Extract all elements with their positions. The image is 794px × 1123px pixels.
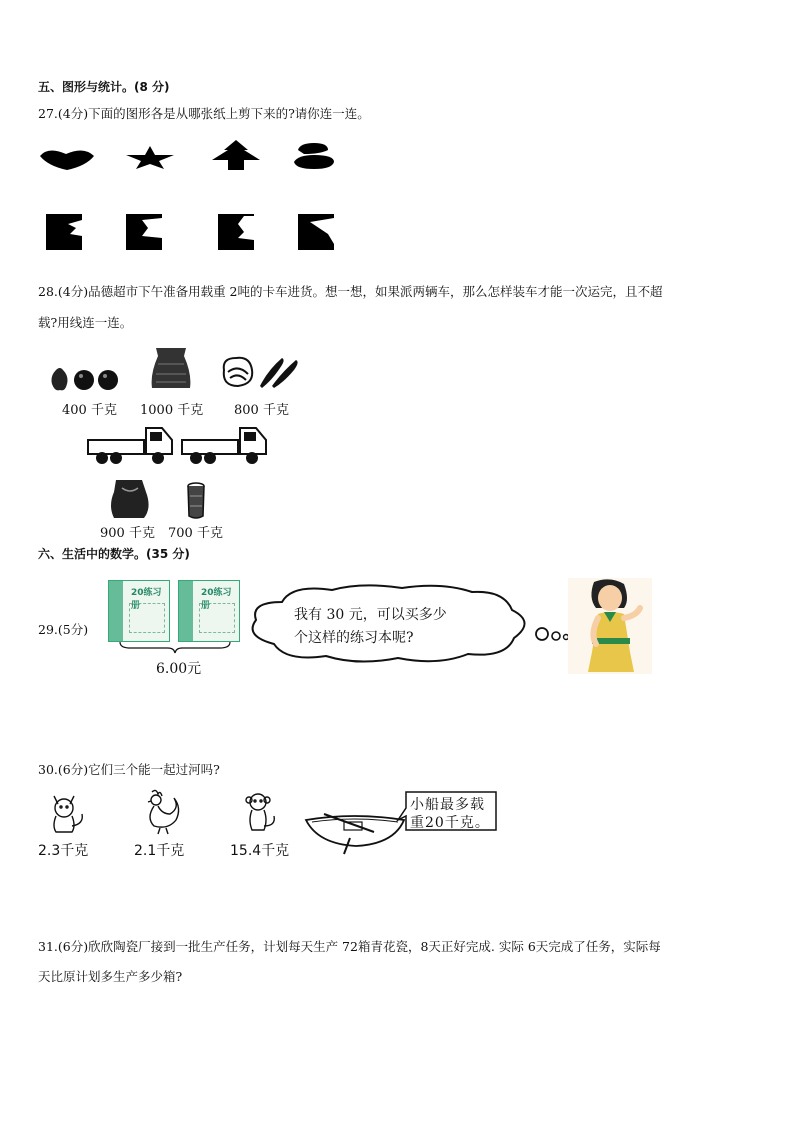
- section-six-heading: 六、生活中的数学。(35 分): [38, 547, 190, 561]
- weight-label-rooster: 2.1千克: [134, 843, 185, 859]
- workbook-title: 20练习册: [131, 588, 162, 611]
- cut-paper-icon: [298, 214, 336, 250]
- bucket-icon: [186, 482, 206, 520]
- question-28-line-2: 载?用线连一连。: [38, 315, 133, 330]
- cut-paper-icon: [46, 214, 84, 250]
- weight-label-monkey: 15.4千克: [230, 843, 290, 859]
- weight-label-sack: 1000 千克: [140, 403, 204, 418]
- cut-paper-icon: [218, 214, 256, 250]
- monkey-icon: [240, 790, 280, 836]
- section-five-heading: 五、图形与统计。(8 分): [38, 80, 170, 94]
- vegetables-icon: [220, 352, 302, 392]
- cat-icon: [44, 790, 88, 836]
- truck-icon: [180, 424, 270, 466]
- star-shape-icon: [124, 144, 178, 170]
- weight-label-vegetables: 800 千克: [234, 403, 289, 418]
- arrow-shape-icon: [208, 140, 264, 172]
- boat-icon: [304, 808, 408, 856]
- weight-label-cat: 2.3千克: [38, 843, 89, 859]
- fruit-icon: [48, 360, 120, 394]
- boat-capacity-line-1: 小船最多载: [410, 797, 485, 813]
- rooster-icon: [140, 788, 186, 836]
- boat-capacity-line-2: 重20千克。: [410, 815, 490, 831]
- question-28-line-1: 28.(4分)品德超市下午准备用载重 2吨的卡车进货。想一想，如果派两辆车，那么怎样装车才能一次运完，且不超: [38, 284, 663, 299]
- girl-illustration-icon: [568, 578, 652, 674]
- question-27-text: 27.(4分)下面的图形各是从哪张纸上剪下来的?请你连一连。: [38, 106, 370, 121]
- price-brace-icon: [118, 640, 232, 654]
- bubble-text-line-2: 个这样的练习本呢?: [294, 630, 414, 646]
- question-31-line-1: 31.(6分)欣欣陶瓷厂接到一批生产任务，计划每天生产 72箱青花瓷，8天正好完成. 实际 6天完成了任务，实际每: [38, 939, 661, 954]
- weight-label-bag: 900 千克: [100, 526, 155, 541]
- workbook-cover: [108, 580, 170, 642]
- question-30-text: 30.(6分)它们三个能一起过河吗?: [38, 762, 220, 777]
- truck-icon: [86, 424, 176, 466]
- question-31-line-2: 天比原计划多生产多少箱?: [38, 969, 183, 984]
- question-29-label: 29.(5分): [38, 622, 89, 637]
- weight-label-bucket: 700 千克: [168, 526, 223, 541]
- blob-shape-icon: [290, 142, 338, 172]
- thought-bubble-icon: [242, 582, 572, 668]
- cut-paper-icon: [126, 214, 164, 250]
- workbook-title: 20练习册: [201, 588, 232, 611]
- workbook-cover: [178, 580, 240, 642]
- bag-icon: [108, 478, 152, 520]
- sack-icon: [148, 344, 194, 392]
- workbook-price: 6.00元: [156, 661, 202, 677]
- heart-shape-icon: [38, 144, 98, 174]
- weight-label-fruit: 400 千克: [62, 403, 117, 418]
- bubble-text-line-1: 我有 30 元，可以买多少: [294, 607, 447, 623]
